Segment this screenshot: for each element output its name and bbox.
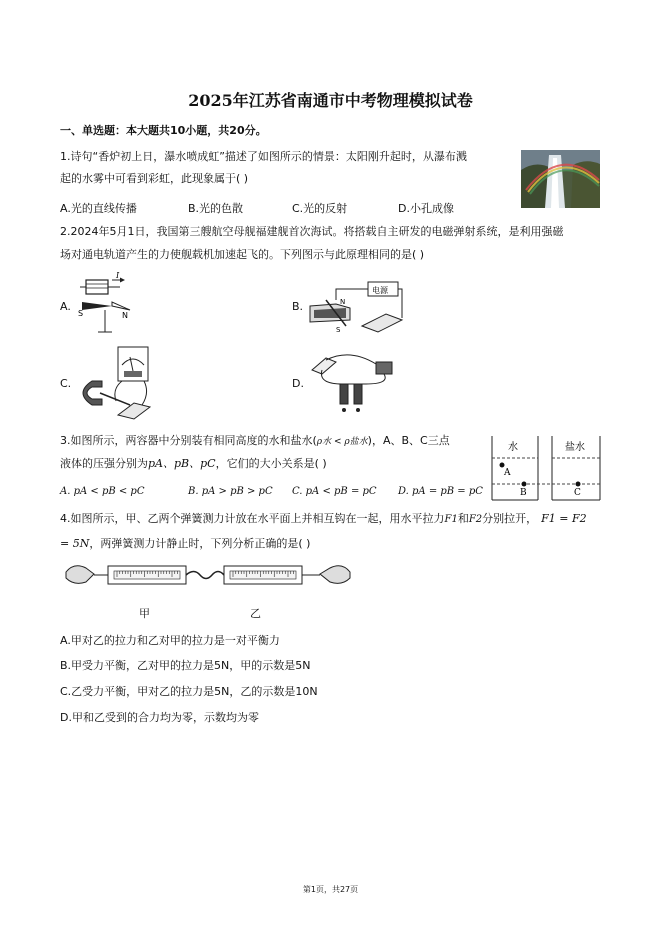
q4-scale-jia-label: 甲 (139, 607, 150, 620)
q3-point-c-label: C (574, 488, 581, 498)
q4-force-value: = 5N (60, 537, 90, 550)
q1-option-d: D.小孔成像 (398, 202, 454, 215)
q2-figure-a-coil-magnet (72, 272, 138, 338)
q2-figure-b-rail-circuit (306, 278, 406, 334)
q3-point-b-label: B (520, 488, 527, 498)
q2-b-s-label: S (336, 326, 341, 334)
q3-containers-figure (490, 434, 602, 502)
q3-line1-end: )，A、B、C三点 (367, 434, 450, 447)
q2-label-b: B. (292, 300, 304, 313)
q4-scale-yi-label: 乙 (250, 607, 261, 620)
q3-line2-end: ，它们的大小关系是( ) (215, 457, 327, 470)
page-title: 2025年江苏省南通市中考物理模拟试卷 (188, 91, 473, 110)
q3-water-label: 水 (508, 442, 518, 453)
q3-pressure-vars: pA、pB、pC (148, 457, 216, 470)
q1-option-c: C.光的反射 (292, 202, 348, 215)
q4-line1-start: 4.如图所示，甲、乙两个弹簧测力计放在水平面上并相互钩在一起，用水平拉力 (60, 512, 445, 525)
q4-option-c: C.乙受力平衡，甲对乙的拉力是5N，乙的示数是10N (60, 685, 318, 698)
q4-option-a: A.甲对乙的拉力和乙对甲的拉力是一对平衡力 (60, 634, 280, 647)
q4-f1: F1 (444, 514, 458, 525)
q2-b-power-label: 电源 (372, 286, 388, 295)
q4-option-d: D.甲和乙受到的合力均为零，示数均为零 (60, 711, 259, 724)
q2-a-n-label: N (122, 311, 128, 320)
page-footer: 第1页，共27页 (302, 885, 359, 894)
q3-density-relation: ρ水 < ρ盐水 (316, 437, 368, 447)
q4-and: 和 (457, 512, 469, 525)
q3-option-c: C. pA < pB = pC (292, 486, 377, 497)
q4-line1-end: 分别拉开， (482, 512, 538, 525)
q4-spring-scales-figure (64, 558, 352, 600)
q3-option-a: A. pA < pB < pC (60, 486, 145, 497)
q2-figure-d-electromagnet (306, 350, 398, 416)
q2-label-a: A. (60, 300, 71, 313)
q2-label-c: C. (60, 377, 72, 390)
waterfall-rainbow-photo (521, 150, 600, 208)
q1-line2: 起的水雾中可看到彩虹，此现象属于( ) (60, 172, 249, 185)
q3-line1-start: 3.如图所示，两容器中分别装有相同高度的水和盐水( (60, 434, 317, 447)
q2-b-n-label: N (340, 298, 346, 306)
q1-option-a: A.光的直线传播 (60, 202, 137, 215)
q2-a-s-label: S (78, 309, 84, 318)
q4-option-b: B.甲受力平衡，乙对甲的拉力是5N，甲的示数是5N (60, 659, 311, 672)
q4-line2 (60, 533, 310, 555)
q4-line2-end: ，两弹簧测力计静止时，下列分析正确的是( ) (89, 537, 311, 550)
section-heading: 一、单选题：本大题共10小题，共20分。 (60, 124, 267, 137)
q3-option-d: D. pA = pB = pC (398, 486, 483, 497)
q1-option-b: B.光的色散 (188, 202, 244, 215)
q3-line2 (60, 453, 327, 475)
q4-line1 (60, 508, 587, 531)
q1-line1: 1.诗句“香炉初上日，瀑水喷成虹”描述了如图所示的情景：太阳刚升起时，从瀑布溅 (60, 150, 467, 163)
q2-line2: 场对通电轨道产生的力使舰载机加速起飞的。下列图示与此原理相同的是( ) (60, 248, 425, 261)
q3-point-a-label: A (504, 468, 511, 478)
q2-figure-c-galvanometer (72, 345, 152, 421)
q3-saltwater-label: 盐水 (565, 442, 585, 453)
q3-line2-start: 液体的压强分别为 (60, 457, 148, 470)
q4-f2: F2 (468, 514, 483, 525)
q2-label-d: D. (292, 377, 304, 390)
q2-line1: 2.2024年5月1日，我国第三艘航空母舰福建舰首次海试。将搭载自主研发的电磁弹射系统，是利用强磁 (60, 225, 564, 238)
q3-line1 (60, 430, 450, 453)
q4-force-equation: F1 = F2 (541, 512, 587, 525)
q2-a-current-label: I (116, 272, 120, 280)
q3-option-b: B. pA > pB > pC (188, 486, 273, 497)
